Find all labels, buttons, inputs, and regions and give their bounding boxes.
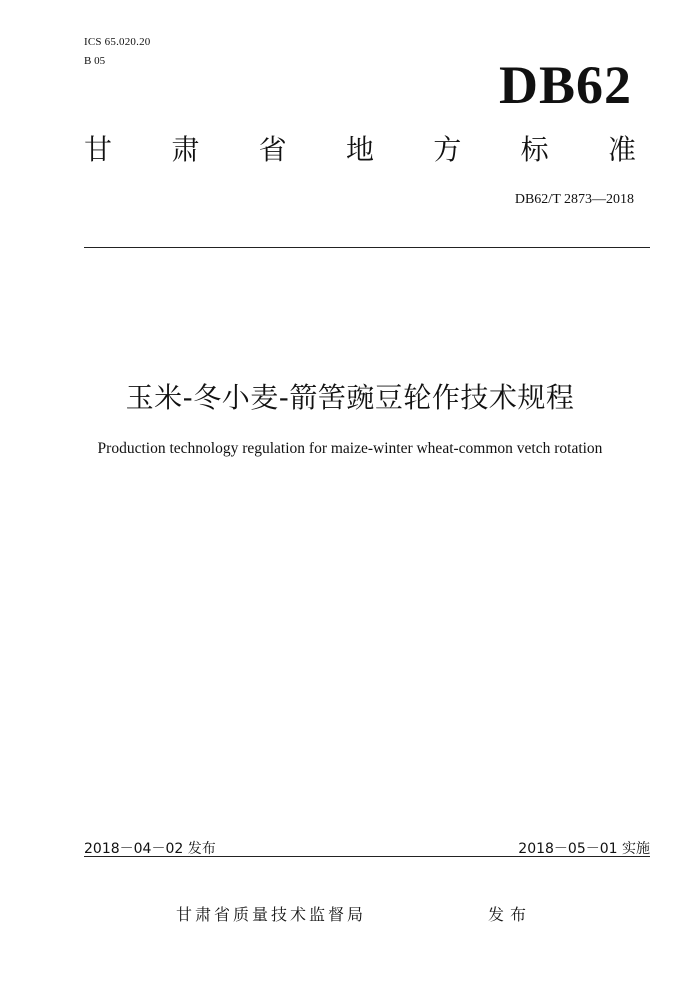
standard-kind-char: 省 xyxy=(258,133,287,166)
db62-logo: DB62 xyxy=(498,55,632,115)
implementation-date: 2018－05－01 实施 xyxy=(518,841,650,857)
standard-kind-char: 地 xyxy=(345,133,374,166)
standard-kind xyxy=(84,133,636,166)
ics-code: ICS 65.020.20 xyxy=(84,36,151,48)
standard-number: DB62/T 2873—2018 xyxy=(514,192,634,207)
standard-kind-char: 方 xyxy=(433,133,462,166)
bottom-divider xyxy=(84,856,650,857)
title-chinese: 玉米-冬小麦-箭筈豌豆轮作技术规程 xyxy=(125,381,575,414)
title-english: Production technology regulation for maize-winter wheat-common vetch rotation xyxy=(97,440,603,457)
publisher: 甘肃省质量技术监督局 xyxy=(176,905,367,924)
top-divider xyxy=(84,247,650,248)
ccs-code: B 05 xyxy=(84,55,106,67)
standard-kind-char: 肃 xyxy=(171,133,200,166)
publish-label: 发布 xyxy=(488,905,533,924)
standard-kind-char: 标 xyxy=(520,133,549,166)
standard-kind-char: 准 xyxy=(607,133,636,166)
standard-kind-char: 甘 xyxy=(84,133,113,166)
issue-date: 2018－04－02 发布 xyxy=(84,841,216,857)
